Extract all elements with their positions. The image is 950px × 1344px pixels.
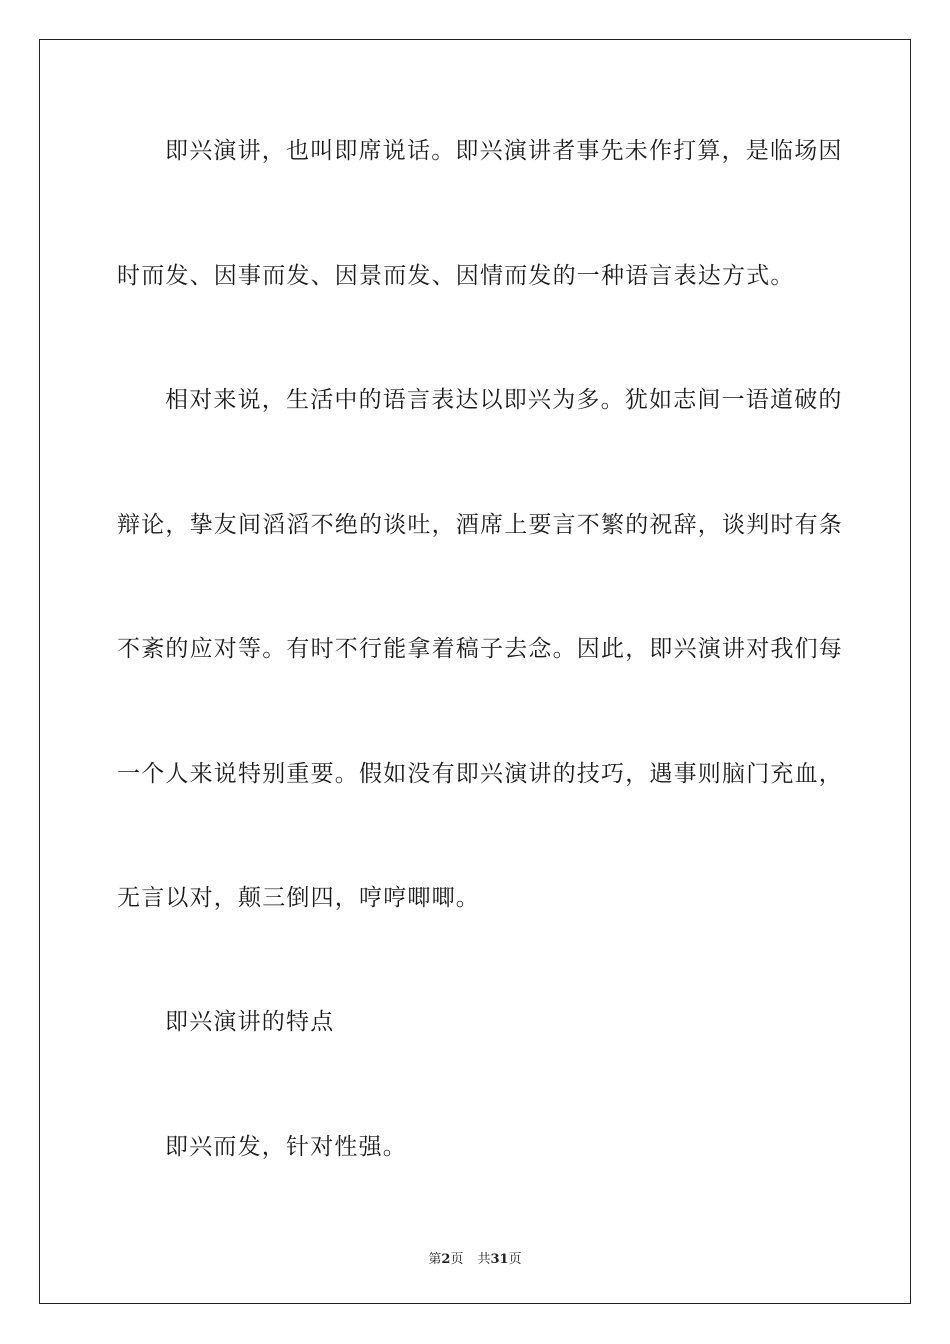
paragraph-line: 无言以对，颠三倒四，哼哼唧唧。	[117, 885, 480, 911]
paragraph-line: 不紊的应对等。有时不行能拿着稿子去念。因此，即兴演讲对我们每	[117, 636, 843, 662]
page-number: 2	[441, 1252, 451, 1267]
paragraph-line: 辩论，挚友间滔滔不绝的谈吐，酒席上要言不繁的祝辞，谈判时有条	[117, 512, 843, 538]
paragraph-line: 即兴演讲，也叫即席说话。即兴演讲者事先未作打算，是临场因	[165, 138, 843, 164]
paragraph-line: 一个人来说特别重要。假如没有即兴演讲的技巧，遇事则脑门充血，	[117, 761, 843, 787]
page-prefix: 第	[428, 1252, 442, 1267]
total-prefix: 共	[477, 1252, 491, 1267]
section-heading: 即兴演讲的特点	[165, 1009, 335, 1035]
paragraph-line: 即兴而发，针对性强。	[165, 1134, 407, 1160]
page-border	[39, 39, 911, 1304]
total-suffix: 页	[508, 1252, 522, 1267]
paragraph-line: 相对来说，生活中的语言表达以即兴为多。犹如志间一语道破的	[165, 387, 843, 413]
total-pages: 31	[490, 1252, 509, 1267]
page-footer	[0, 1248, 950, 1267]
page-suffix: 页	[450, 1252, 464, 1267]
paragraph-line: 时而发、因事而发、因景而发、因情而发的一种语言表达方式。	[117, 263, 795, 289]
